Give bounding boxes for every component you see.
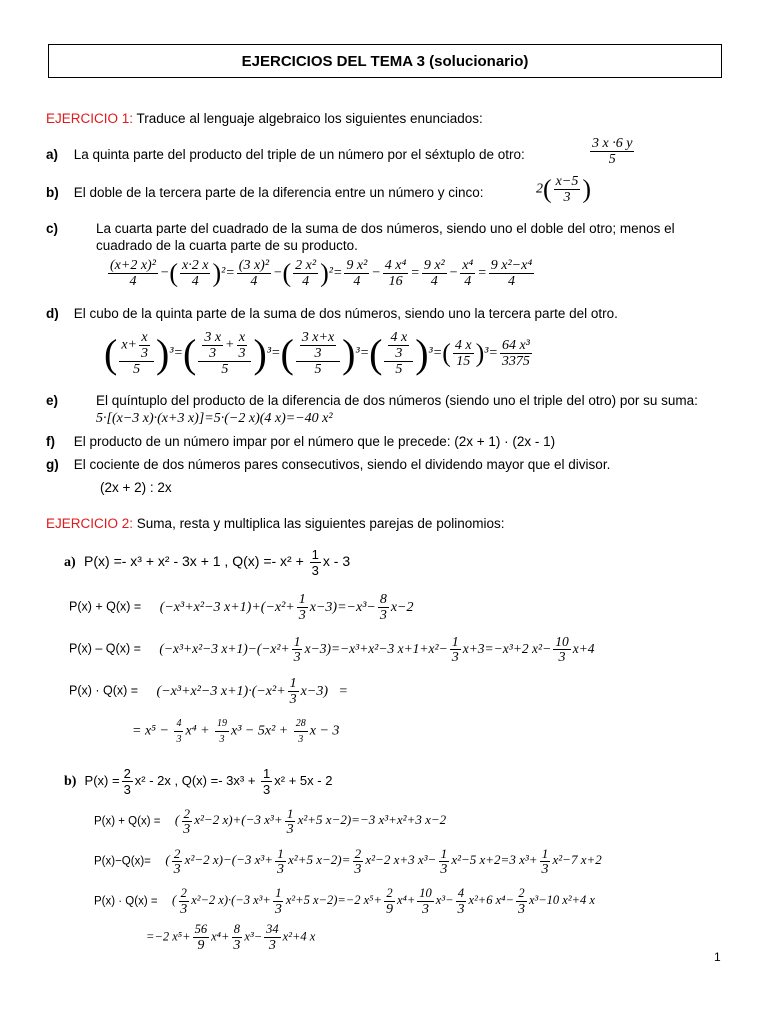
exercise-1-label: EJERCICIO 1: [46,111,134,126]
item-label: b) [46,185,59,200]
ex1-item-a [46,146,525,163]
ex1-item-g [46,456,610,473]
ex2-a-product-result: = x⁵ − $\frac{4}{3}$ x⁴ + $\frac{19}{3}$ x³ − 5x² + $\frac{28}{3}$ x − 3 [132,718,340,745]
ex2-b-diff: P(x)−Q(x)= ( $\frac{2}{3}$ x²−2 x)−(−3 x³+ $\frac{1}{3}$ x²+5 x−2)= $\frac{2}{3}$ x²−2 x+3 x³− $\frac{1}{3}$ x²−5 x+2=3 x³+ $\frac{1}{3}$ x²−7 x+2 [94,846,602,877]
ex1-a-answer: $\frac{3 x \cdot 6 y}{5}$ [592,136,633,167]
ex2-a-diff: P(x) – Q(x) = (−x³+x²−3 x+1)−(−x²+ $\frac{1}{3}$ x−3)=−x³+x²−3 x+1+x²− $\frac{1}{3}$ x+3=−x³+2 x²− $\frac{10}{3}$ x+4 [69,634,595,665]
ex1-c-equation: $\frac{\text{(x+2 x)²}}{4}$ −( $\frac{x\cdot 2 x}{4}$ )²= $\frac{\text{(3 x)²}}{4}$ −( $\frac{\text{2 x²}}{4}$ )²= $\frac{\text{9 x²}}{4}$ − $\frac{\text{4 x⁴}}{16}$ = $\frac{\text{9 x²}}{4}$ − $\frac{\text{x⁴}}{4}$ = $\frac{\text{9 x²−x⁴}}{4}$ [110,258,533,289]
exercise-2-label: EJERCICIO 2: [46,516,134,531]
page-title: EJERCICIOS DEL TEMA 3 (solucionario) [48,44,722,78]
ex1-e-answer: 5·[(x−3 x)·(x+3 x)]=5·(−2 x)(4 x)=−40 x² [96,411,333,426]
ex2-a-definition: a) P(x) =- x³ + x² - 3x + 1 , Q(x) =- x² + $\frac{1}{3}$ x - 3 [64,547,351,578]
item-label: e) [46,393,59,408]
item-text: El cubo de la quinta parte de la suma de dos números, siendo uno la tercera parte del otro. [73,306,618,321]
item-text: El producto de un número impar por el número que le precede: (2x + 1) · (2x - 1) [73,434,556,449]
ex2-b-product-result: =−2 x⁵+ $\frac{56}{9}$ x⁴+ $\frac{8}{3}$ x³− $\frac{34}{3}$ x²+4 x [146,922,316,953]
ex2-a-product: P(x) · Q(x) = (−x³+x²−3 x+1)·(−x²+ $\frac{1}{3}$ x−3) = [69,676,348,707]
ex1-item-c [46,220,726,254]
item-text: La quinta parte del producto del triple de un número por el séxtuplo de otro: [73,147,525,162]
ex2-b-product: P(x) · Q(x) = ( $\frac{2}{3}$ x²−2 x)·(−3 x³+ $\frac{1}{3}$ x²+5 x−2)=−2 x⁵+ $\frac{2}{9}$ x⁴+ $\frac{10}{3}$ x³− $\frac{4}{3}$ x²+6 x⁴− $\frac{2}{3}$ x³−10 x²+4 x [94,886,595,917]
exercise-2-heading [46,515,504,532]
ex1-item-d [46,305,618,322]
ex2-b-definition: b) P(x) = $\frac{2}{3}$ x² - 2x , Q(x) =- 3x³ + $\frac{1}{3}$ x² + 5x - 2 [64,766,333,797]
ex1-item-b [46,184,484,201]
ex1-b-answer: 2( $\frac{x-5}{3}$ ) [536,174,592,205]
ex2-b-sum: P(x) + Q(x) = ( $\frac{2}{3}$ x²−2 x)+(−3 x³+ $\frac{1}{3}$ x²+5 x−2)=−3 x³+x²+3 x−2 [94,806,447,837]
item-label: f) [46,434,55,449]
ex2-a-sum: P(x) + Q(x) = (−x³+x²−3 x+1)+(−x²+ $\frac{1}{3}$ x−3)=−x³− $\frac{8}{3}$ x−2 [69,592,414,623]
exercise-2-intro: Suma, resta y multiplica las siguientes parejas de polinomios: [136,516,505,531]
item-text: La cuarta parte del cuadrado de la suma de dos números, siendo uno el doble del otro; menos el cuadrado de la cuarta parte de su producto. [96,221,675,253]
item-label: c) [46,221,59,236]
item-label: a) [46,147,59,162]
item-text: El doble de la tercera parte de la diferencia entre un número y cinco: [73,185,484,200]
page-number: 1 [714,950,721,964]
ex1-item-e [46,392,726,427]
ex1-item-f [46,433,555,450]
item-label: g) [46,457,59,472]
ex1-d-equation: ( x+ $\frac{x}{3}$ 5 )³=( $\frac{3 x}{3}$ + $\frac{x}{3}$ 5 )³=( $\frac{\frac{3 x+x}{3}}{5}$ )³=( $\frac{\frac{4 x}{3}}{5}$ )³=( $\frac{4 x}{15}$ )³= $\frac{\text{64 x³}}{3375}$ [104,330,530,377]
exercise-1-heading [46,110,483,127]
item-text: El cociente de dos números pares consecutivos, siendo el dividendo mayor que el divisor. [73,457,611,472]
exercise-1-intro: Traduce al lenguaje algebraico los siguientes enunciados: [136,111,483,126]
item-text: El quíntuplo del producto de la diferencia de dos números (siendo uno el triple del otro) por su suma: [96,393,698,408]
item-label: d) [46,306,59,321]
ex1-g-answer: (2x + 2) : 2x [100,480,172,495]
